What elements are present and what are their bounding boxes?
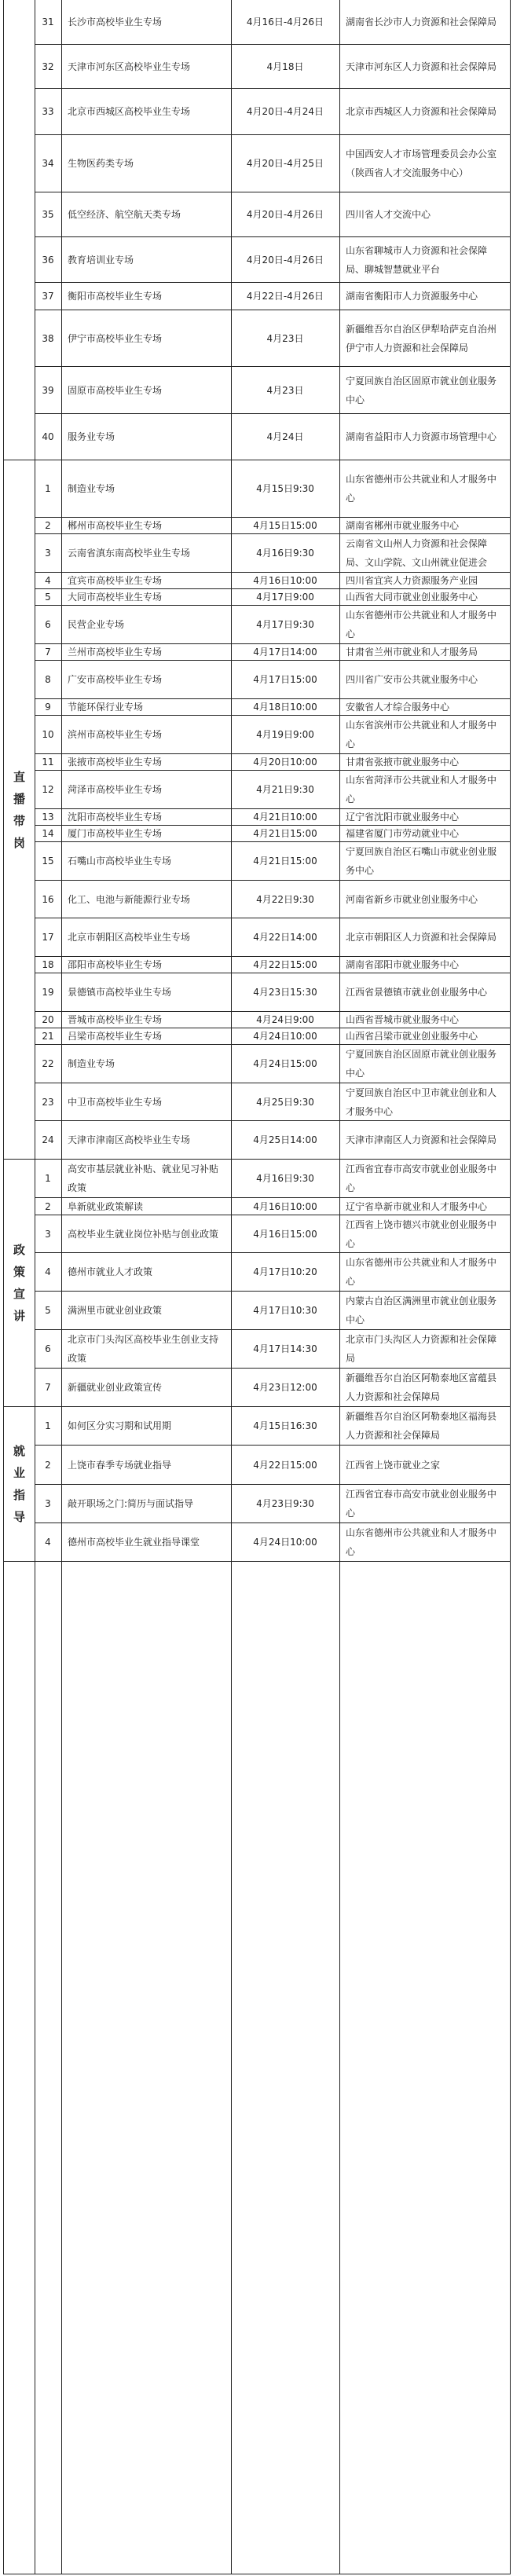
table-row	[35, 367, 510, 414]
row-number: 39	[42, 384, 54, 396]
organizer: 湖南省益阳市人力资源市场管理中心	[346, 431, 497, 442]
table-row	[35, 918, 510, 957]
event-name: 敲开职场之门:简历与面试指导	[68, 1498, 194, 1509]
row-number: 40	[42, 431, 54, 442]
table-row	[35, 716, 510, 754]
table-row	[35, 1028, 510, 1045]
organizer: 天津市河东区人力资源和社会保障局	[346, 60, 497, 72]
event-date: 4月24日10:00	[253, 1537, 317, 1548]
row-number: 24	[42, 1134, 54, 1145]
organizer: 北京市朝阳区人力资源和社会保障局	[346, 932, 497, 943]
event-date: 4月22日9:30	[256, 893, 314, 905]
event-name: 新疆就业创业政策宣传	[68, 1382, 163, 1393]
row-number: 1	[45, 1173, 51, 1184]
table-row	[35, 1083, 510, 1121]
event-date: 4月17日14:00	[253, 647, 317, 658]
job-fair-schedule-table	[3, 0, 511, 2574]
section-label-cell	[4, 460, 35, 1160]
event-name: 生物医药类专场	[68, 158, 134, 169]
organizer: 中国西安人才市场管理委员会办公室（陕西省人才交流服务中心）	[346, 148, 497, 178]
event-name: 晋城市高校毕业生专场	[68, 1014, 163, 1025]
event-date: 4月20日-4月25日	[246, 158, 324, 169]
event-date: 4月17日15:00	[253, 674, 317, 685]
organizer: 山东省聊城市人力资源和社会保障局、聊城智慧就业平台	[346, 244, 488, 275]
organizer: 云南省文山州人力资源和社会保障局、文山学院、文山州就业促进会	[346, 538, 488, 568]
row-number: 19	[42, 987, 54, 998]
table-row	[35, 414, 510, 460]
event-date: 4月15日15:00	[253, 520, 317, 531]
event-date: 4月18日10:00	[253, 702, 317, 713]
row-number: 33	[42, 106, 54, 117]
table-row	[35, 1012, 510, 1028]
organizer: 甘肃省兰州市就业和人才服务局	[346, 647, 478, 658]
organizer: 宁夏回族自治区固原市就业创业服务中心	[346, 1049, 497, 1079]
event-date: 4月24日10:00	[253, 1031, 317, 1042]
event-name: 天津市津南区高校毕业生专场	[68, 1134, 191, 1145]
organizer: 湖南省郴州市就业服务中心	[346, 520, 460, 531]
row-number: 2	[45, 1200, 51, 1212]
organizer: 山东省德州市公共就业和人才服务中心	[346, 1257, 497, 1287]
organizer: 北京市西城区人力资源和社会保障局	[346, 106, 497, 117]
event-date: 4月15日9:30	[256, 483, 314, 494]
event-name: 高安市基层就业补贴、就业见习补贴政策	[68, 1163, 219, 1193]
row-number: 17	[42, 932, 54, 943]
row-number: 3	[45, 548, 51, 559]
event-name: 如何区分实习期和试用期	[68, 1420, 172, 1431]
event-date: 4月20日10:00	[253, 757, 317, 768]
table-row	[35, 283, 510, 310]
event-date: 4月16日10:00	[253, 1200, 317, 1212]
event-name: 吕梁市高校毕业生专场	[68, 1031, 163, 1042]
organizer: 山西省大同市就业创业服务中心	[346, 592, 478, 603]
event-date: 4月17日10:30	[253, 1305, 317, 1316]
row-number: 11	[42, 757, 54, 768]
row-number: 36	[42, 254, 54, 266]
organizer: 宁夏回族自治区中卫市就业创业和人才服务中心	[346, 1086, 497, 1117]
table-row	[35, 589, 510, 606]
table-row	[35, 1121, 510, 1160]
table-row	[35, 1407, 510, 1446]
organizer: 天津市津南区人力资源和社会保障局	[346, 1134, 497, 1145]
row-number: 38	[42, 332, 54, 344]
table-row	[35, 1523, 510, 1562]
event-name: 大同市高校毕业生专场	[68, 592, 163, 603]
row-number: 2	[45, 520, 51, 531]
event-name: 天津市河东区高校毕业生专场	[68, 60, 191, 72]
event-date: 4月17日14:30	[253, 1343, 317, 1354]
event-name: 北京市门头沟区高校毕业生创业支持政策	[68, 1334, 219, 1364]
event-date: 4月24日	[266, 431, 304, 442]
table-row	[35, 573, 510, 589]
event-date: 4月23日	[266, 384, 304, 396]
table-row	[35, 192, 510, 237]
event-name: 中卫市高校毕业生专场	[68, 1096, 163, 1108]
section-label: 政策宣讲	[13, 1243, 25, 1323]
table-row	[35, 89, 510, 135]
event-name: 固原市高校毕业生专场	[68, 384, 163, 396]
event-date: 4月22日15:00	[253, 959, 317, 970]
organizer: 四川省广安市公共就业服务中心	[346, 674, 478, 685]
organizer: 内蒙古自治区满洲里市就业创业服务中心	[346, 1295, 497, 1325]
organizer: 北京市门头沟区人力资源和社会保障局	[346, 1334, 497, 1364]
organizer: 山东省滨州市公共就业和人才服务中心	[346, 720, 497, 749]
event-name: 化工、电池与新能源行业专场	[68, 893, 191, 905]
event-date: 4月17日9:30	[256, 619, 314, 630]
event-name: 云南省滇东南高校毕业生专场	[68, 548, 191, 559]
event-date: 4月16日9:30	[256, 1173, 314, 1184]
table-row	[35, 45, 510, 89]
event-name: 滨州市高校毕业生专场	[68, 729, 163, 740]
section-label: 直播带岗	[13, 769, 25, 850]
row-number: 23	[42, 1096, 54, 1108]
event-name: 沈阳市高校毕业生专场	[68, 812, 163, 823]
row-number: 1	[45, 1420, 51, 1431]
event-date: 4月21日9:30	[256, 784, 314, 795]
organizer: 辽宁省沈阳市就业服务中心	[346, 812, 460, 823]
table-row	[35, 606, 510, 644]
table-row	[35, 881, 510, 918]
event-name: 长沙市高校毕业生专场	[68, 16, 163, 27]
row-number: 4	[45, 1266, 51, 1277]
organizer: 河南省新乡市就业创业服务中心	[346, 893, 478, 905]
event-name: 节能环保行业专场	[68, 702, 144, 713]
organizer: 四川省宜宾人力资源服务产业园	[346, 575, 478, 586]
organizer: 宁夏回族自治区固原市就业创业服务中心	[346, 375, 497, 405]
event-date: 4月21日10:00	[253, 812, 317, 823]
row-number: 31	[42, 16, 54, 27]
organizer: 江西省景德镇市就业创业服务中心	[346, 987, 488, 998]
event-date: 4月25日14:00	[253, 1134, 317, 1145]
table-row	[35, 518, 510, 534]
table-row	[35, 1045, 510, 1083]
event-date: 4月17日10:20	[253, 1266, 317, 1277]
event-name: 教育培训业专场	[68, 254, 134, 266]
table-row	[35, 1253, 510, 1292]
event-date: 4月25日9:30	[256, 1096, 314, 1108]
organizer: 甘肃省张掖市就业服务中心	[346, 757, 460, 768]
event-name: 邵阳市高校毕业生专场	[68, 959, 163, 970]
row-number: 37	[42, 291, 54, 302]
event-name: 制造业专场	[68, 1058, 115, 1069]
row-number: 34	[42, 158, 54, 169]
organizer: 辽宁省阜新市就业和人才服务中心	[346, 1200, 488, 1212]
event-name: 郴州市高校毕业生专场	[68, 520, 163, 531]
event-name: 服务业专场	[68, 431, 115, 442]
row-number: 4	[45, 575, 51, 586]
table-row	[35, 0, 510, 45]
row-number: 10	[42, 729, 54, 740]
organizer: 福建省厦门市劳动就业中心	[346, 828, 460, 839]
row-number: 6	[45, 1343, 51, 1354]
event-name: 伊宁市高校毕业生专场	[68, 332, 163, 344]
event-name: 民营企业专场	[68, 619, 125, 630]
event-date: 4月17日9:00	[256, 592, 314, 603]
event-name: 张掖市高校毕业生专场	[68, 757, 163, 768]
event-date: 4月20日-4月26日	[246, 254, 324, 266]
event-date: 4月18日	[266, 60, 304, 72]
organizer: 湖南省长沙市人力资源和社会保障局	[346, 16, 497, 27]
event-name: 兰州市高校毕业生专场	[68, 647, 163, 658]
organizer: 江西省宜春市高安市就业创业服务中心	[346, 1489, 497, 1519]
organizer: 山东省德州市公共就业和人才服务中心	[346, 474, 497, 504]
event-name: 满洲里市就业创业政策	[68, 1305, 163, 1316]
row-number: 35	[42, 209, 54, 220]
table-row	[35, 1198, 510, 1215]
event-name: 宜宾市高校毕业生专场	[68, 575, 163, 586]
section-label-cell	[4, 1160, 35, 1407]
table-row	[35, 534, 510, 573]
table-row	[35, 771, 510, 809]
row-number: 2	[45, 1459, 51, 1471]
table-row	[35, 809, 510, 826]
organizer: 江西省上饶市就业之家	[346, 1459, 441, 1471]
table-row	[35, 1446, 510, 1485]
organizer: 山东省德州市公共就业和人才服务中心	[346, 610, 497, 639]
organizer: 新疆维吾尔自治区阿勒泰地区富蕴县人力资源和社会保障局	[346, 1372, 497, 1402]
event-name: 高校毕业生就业岗位补贴与创业政策	[68, 1228, 219, 1240]
organizer: 江西省上饶市德兴市就业创业服务中心	[346, 1218, 497, 1249]
organizer: 新疆维吾尔自治区伊犁哈萨克自治州伊宁市人力资源和社会保障局	[346, 323, 497, 354]
row-number: 3	[45, 1498, 51, 1509]
organizer: 山西省晋城市就业服务中心	[346, 1014, 460, 1025]
event-date: 4月22日-4月26日	[246, 291, 324, 302]
section-label-cell	[4, 0, 35, 460]
row-number: 18	[42, 959, 54, 970]
table-row	[35, 699, 510, 716]
row-number: 7	[45, 1382, 51, 1393]
row-number: 3	[45, 1228, 51, 1240]
event-name: 石嘴山市高校毕业生专场	[68, 856, 172, 867]
row-number: 8	[45, 674, 51, 685]
table-row	[35, 1292, 510, 1330]
event-name: 制造业专场	[68, 483, 115, 494]
event-name: 景德镇市高校毕业生专场	[68, 987, 172, 998]
event-date: 4月23日15:30	[253, 987, 317, 998]
table-row	[35, 1330, 510, 1369]
row-number: 32	[42, 60, 54, 72]
event-name: 菏泽市高校毕业生专场	[68, 784, 163, 795]
row-number: 13	[42, 812, 54, 823]
organizer: 四川省人才交流中心	[346, 209, 431, 220]
event-date: 4月16日9:30	[256, 548, 314, 559]
row-number: 6	[45, 619, 51, 630]
row-number: 1	[45, 483, 51, 494]
table-row	[35, 1485, 510, 1523]
table-row	[35, 826, 510, 842]
section-label-cell	[4, 1407, 35, 1562]
organizer: 安徽省人才综合服务中心	[346, 702, 450, 713]
table-row	[35, 644, 510, 661]
table-row	[35, 1215, 510, 1253]
row-number: 4	[45, 1537, 51, 1548]
event-date: 4月22日14:00	[253, 932, 317, 943]
table-row	[35, 310, 510, 367]
organizer: 新疆维吾尔自治区阿勒泰地区福海县人力资源和社会保障局	[346, 1411, 497, 1441]
event-name: 低空经济、航空航天类专场	[68, 209, 181, 220]
organizer: 山西省吕梁市就业创业服务中心	[346, 1031, 478, 1042]
event-date: 4月24日15:00	[253, 1058, 317, 1069]
row-number: 9	[45, 702, 51, 713]
event-date: 4月16日15:00	[253, 1228, 317, 1240]
organizer: 山东省德州市公共就业和人才服务中心	[346, 1527, 497, 1557]
organizer: 湖南省衡阳市人力资源服务中心	[346, 291, 478, 302]
organizer: 湖南省邵阳市就业服务中心	[346, 959, 460, 970]
event-name: 厦门市高校毕业生专场	[68, 828, 163, 839]
row-number: 7	[45, 647, 51, 658]
table-row	[35, 460, 510, 518]
event-date: 4月21日15:00	[253, 856, 317, 867]
event-date: 4月16日10:00	[253, 575, 317, 586]
event-name: 德州市高校毕业生就业指导课堂	[68, 1537, 200, 1548]
row-number: 12	[42, 784, 54, 795]
event-date: 4月20日-4月26日	[246, 209, 324, 220]
event-date: 4月16日-4月26日	[246, 16, 324, 27]
row-number: 22	[42, 1058, 54, 1069]
table-row	[35, 957, 510, 973]
table-row	[35, 754, 510, 771]
event-date: 4月19日9:00	[256, 729, 314, 740]
event-name: 衡阳市高校毕业生专场	[68, 291, 163, 302]
table-row	[35, 661, 510, 699]
event-name: 德州市就业人才政策	[68, 1266, 153, 1277]
event-date: 4月15日16:30	[253, 1420, 317, 1431]
row-number: 14	[42, 828, 54, 839]
event-name: 上饶市春季专场就业指导	[68, 1459, 172, 1471]
event-date: 4月21日15:00	[253, 828, 317, 839]
table-row	[35, 237, 510, 283]
event-date: 4月20日-4月24日	[246, 106, 324, 117]
section-label: 就业指导	[13, 1444, 25, 1524]
event-date: 4月23日9:30	[256, 1498, 314, 1509]
event-date: 4月23日	[266, 332, 304, 344]
event-date: 4月23日12:00	[253, 1382, 317, 1393]
event-name: 阜新就业政策解读	[68, 1200, 144, 1212]
row-number: 20	[42, 1014, 54, 1025]
event-name: 广安市高校毕业生专场	[68, 674, 163, 685]
event-name: 北京市朝阳区高校毕业生专场	[68, 932, 191, 943]
event-date: 4月22日15:00	[253, 1459, 317, 1471]
row-number: 21	[42, 1031, 54, 1042]
organizer: 江西省宜春市高安市就业创业服务中心	[346, 1163, 497, 1193]
row-number: 5	[45, 592, 51, 603]
table-row	[35, 1160, 510, 1198]
table-row	[35, 135, 510, 192]
row-number: 16	[42, 893, 54, 905]
organizer: 宁夏回族自治区石嘴山市就业创业服务中心	[346, 846, 497, 876]
table-row	[35, 973, 510, 1012]
organizer: 山东省菏泽市公共就业和人才服务中心	[346, 775, 497, 804]
table-row	[35, 1369, 510, 1407]
event-date: 4月24日9:00	[256, 1014, 314, 1025]
row-number: 15	[42, 856, 54, 867]
row-number: 5	[45, 1305, 51, 1316]
table-row	[35, 842, 510, 881]
event-name: 北京市西城区高校毕业生专场	[68, 106, 191, 117]
